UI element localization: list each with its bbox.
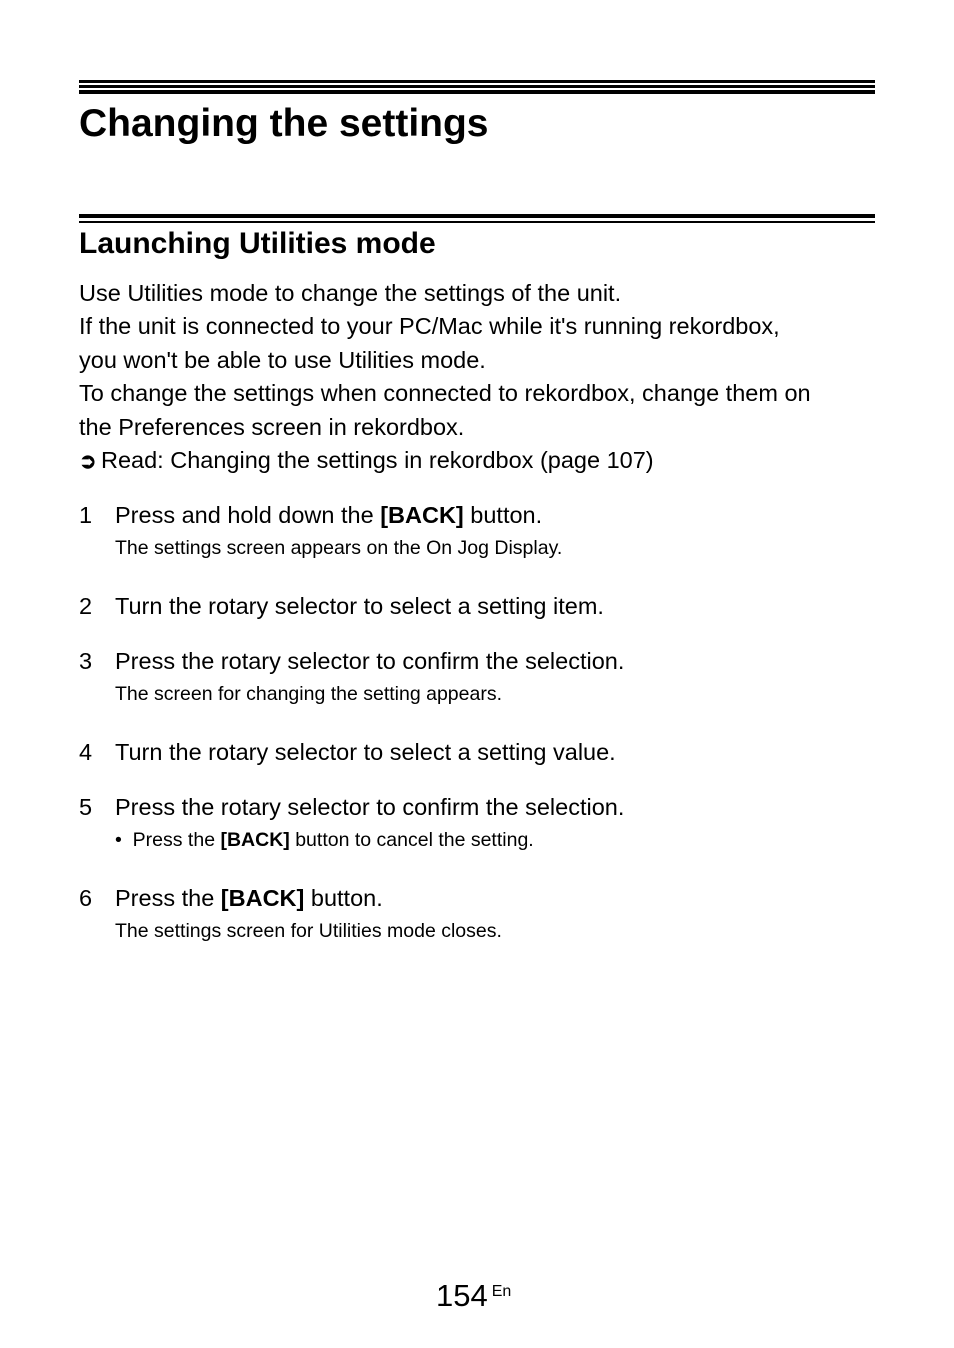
language-code: En [491,1283,512,1300]
page-number: 154 [436,1278,488,1313]
step-note: The screen for changing the setting appears. [115,683,502,705]
intro-line: Use Utilities mode to change the settings of the unit. [79,280,622,306]
intro-line: you won't be able to use Utilities mode. [79,346,486,373]
step-number: 3 [79,648,93,674]
section-heading: Launching Utilities mode [79,227,436,260]
step-number: 2 [79,593,93,619]
intro-line: If the unit is connected to your PC/Mac while it's running rekordbox, [79,313,780,340]
step-note: The settings screen for Utilities mode closes. [115,920,502,942]
page-footer [436,1276,511,1316]
intro-line: the Preferences screen in rekordbox. [79,413,465,440]
step-text: Turn the rotary selector to select a setting item. [115,593,604,619]
back-key-label: [BACK] [220,885,305,911]
reference-link[interactable]: Read: Changing the settings in rekordbox (page 107) [101,447,654,474]
step-note: The settings screen appears on the On Jog Display. [115,537,563,559]
intro-line: To change the settings when connected to rekordbox, change them on [79,380,811,407]
reference-arrow-icon: ➲ [79,450,97,474]
step-text: Press and hold down the [BACK] button. [115,502,543,528]
title-rule [79,80,875,94]
page-title: Changing the settings [79,102,489,145]
step-text: Press the rotary selector to confirm the selection. [115,794,625,820]
step-text: Press the [BACK] button. [115,885,383,911]
step-number: 6 [79,885,93,911]
bullet-icon: • [115,829,122,851]
step-number: 5 [79,794,93,820]
step-number: 4 [79,739,93,765]
back-key-label: [BACK] [220,829,290,851]
step-number: 1 [79,502,93,528]
step-text: Press the rotary selector to confirm the selection. [115,648,625,674]
step-bullet-note: • Press the [BACK] button to cancel the setting. [115,829,534,851]
intro-text [79,277,879,478]
back-key-label: [BACK] [380,502,464,528]
reference-line [79,444,879,478]
section-rule [79,214,875,223]
step-text: Turn the rotary selector to select a setting value. [115,739,616,765]
